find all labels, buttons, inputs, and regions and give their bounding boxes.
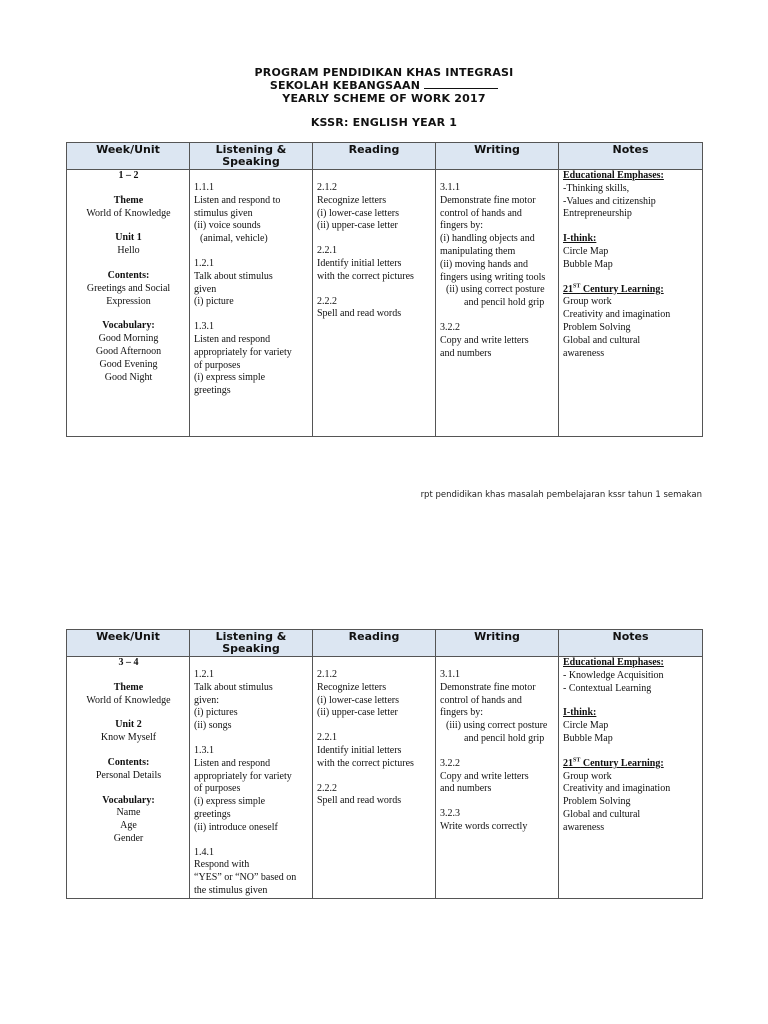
standard-text: (i) picture bbox=[194, 296, 234, 308]
i-think-item: Circle Map bbox=[563, 720, 609, 732]
standard-text: fingers using writing tools bbox=[440, 271, 546, 283]
week-range: 1 – 2 bbox=[118, 170, 139, 181]
col-notes: Notes bbox=[559, 143, 703, 170]
standard-text: stimulus given bbox=[194, 207, 253, 219]
century-suffix: ST bbox=[573, 757, 581, 764]
standard-text: Recognize letters bbox=[317, 681, 387, 693]
vocabulary-item: Good Afternoon bbox=[95, 345, 162, 357]
standard-text: (ii) moving hands and bbox=[440, 258, 529, 270]
reading-cell bbox=[313, 657, 436, 899]
col-writing: Writing bbox=[436, 143, 559, 170]
standard-text: and pencil hold grip bbox=[464, 732, 545, 744]
col-writing: Writing bbox=[436, 630, 559, 657]
standard-text: (ii) introduce oneself bbox=[194, 821, 278, 833]
table-row bbox=[67, 170, 703, 437]
standard-text: Listen and respond bbox=[194, 757, 271, 769]
standard-text: Talk about stimulus bbox=[194, 270, 273, 282]
standard-text: with the correct pictures bbox=[317, 757, 414, 769]
standard-code: 3.2.2 bbox=[440, 321, 460, 333]
standard-text: and numbers bbox=[440, 783, 492, 795]
standard-text: Write words correctly bbox=[440, 820, 528, 832]
col-reading: Reading bbox=[313, 143, 436, 170]
standard-code: 2.2.1 bbox=[317, 732, 337, 744]
century-title: Century Learning: bbox=[580, 757, 664, 769]
standard-text: manipulating them bbox=[440, 245, 516, 257]
scheme-table-1 bbox=[66, 142, 703, 437]
i-think-heading: I-think: bbox=[563, 707, 597, 719]
week-range: 3 – 4 bbox=[118, 657, 139, 668]
col-reading: Reading bbox=[313, 630, 436, 657]
standard-text: fingers by: bbox=[440, 707, 484, 719]
standard-code: 2.1.2 bbox=[317, 182, 337, 193]
school-name-blank bbox=[424, 79, 498, 89]
standard-code: 1.4.1 bbox=[194, 846, 214, 858]
col-listening-speaking: Listening & Speaking bbox=[190, 630, 313, 657]
contents-label: Contents: bbox=[107, 756, 150, 768]
century-learning-item: Creativity and imagination bbox=[563, 783, 671, 795]
standard-text: (i) express simple bbox=[194, 372, 266, 384]
vocabulary-item: Good Night bbox=[104, 371, 153, 383]
standard-code: 2.2.1 bbox=[317, 245, 337, 257]
theme-value: World of Knowledge bbox=[86, 207, 171, 219]
standard-text: and numbers bbox=[440, 347, 492, 359]
i-think-item: Circle Map bbox=[563, 245, 609, 257]
century-learning-item: awareness bbox=[563, 821, 605, 833]
table-header-row bbox=[67, 143, 703, 170]
table-header-row bbox=[67, 630, 703, 657]
standard-text: Spell and read words bbox=[317, 795, 402, 807]
standard-text: Respond with bbox=[194, 859, 250, 871]
contents-value: Greetings and Social bbox=[86, 282, 171, 294]
reading-cell bbox=[313, 170, 436, 437]
standard-text: (ii) using correct posture bbox=[446, 284, 545, 296]
standard-code: 3.1.1 bbox=[440, 669, 460, 680]
standard-code: 1.1.1 bbox=[194, 182, 214, 193]
standard-text: greetings bbox=[194, 385, 231, 397]
notes-cell bbox=[559, 170, 703, 437]
standard-code: 1.2.1 bbox=[194, 669, 214, 680]
i-think-item: Bubble Map bbox=[563, 258, 613, 270]
standard-text: Identify initial letters bbox=[317, 744, 402, 756]
table-row bbox=[67, 657, 703, 899]
contents-value: Expression bbox=[106, 295, 151, 307]
theme-label: Theme bbox=[113, 194, 144, 206]
educational-emphasis: Entrepreneurship bbox=[563, 208, 632, 220]
standard-code: 2.2.2 bbox=[317, 782, 337, 794]
standard-text: fingers by: bbox=[440, 220, 484, 232]
standard-text: Copy and write letters bbox=[440, 334, 529, 346]
standard-text: Identify initial letters bbox=[317, 257, 402, 269]
standard-text: (i) express simple bbox=[194, 796, 266, 808]
standard-text: (iii) using correct posture bbox=[446, 720, 548, 732]
standard-text: and pencil hold grip bbox=[464, 297, 545, 309]
header-subtitle: KSSR: ENGLISH YEAR 1 bbox=[310, 116, 458, 129]
standard-text: Listen and respond bbox=[194, 333, 271, 345]
century-learning-item: Group work bbox=[563, 296, 612, 308]
standard-text: (i) lower-case letters bbox=[317, 207, 399, 219]
vocabulary-item: Gender bbox=[113, 832, 144, 844]
century-learning-item: Group work bbox=[563, 770, 612, 782]
century-number: 21 bbox=[563, 757, 573, 769]
standard-text: (i) lower-case letters bbox=[317, 694, 399, 706]
week-unit-cell bbox=[67, 657, 190, 899]
educational-emphasis: - Knowledge Acquisition bbox=[563, 669, 664, 681]
week-unit-cell bbox=[67, 170, 190, 437]
standard-text: Demonstrate fine motor bbox=[440, 681, 536, 693]
header-school bbox=[0, 79, 768, 92]
vocabulary-label: Vocabulary: bbox=[102, 794, 155, 806]
standard-code: 2.2.2 bbox=[317, 295, 337, 307]
standard-text: appropriately for variety bbox=[194, 346, 292, 358]
educational-emphasis: -Values and citizenship bbox=[563, 195, 656, 207]
header-title: YEARLY SCHEME OF WORK 2017 bbox=[282, 92, 486, 105]
standard-text: Listen and respond to bbox=[194, 194, 281, 206]
standard-code: 3.1.1 bbox=[440, 182, 460, 193]
standard-text: (i) pictures bbox=[194, 707, 238, 719]
header-program: PROGRAM PENDIDIKAN KHAS INTEGRASI bbox=[254, 66, 514, 79]
standard-code: 3.2.2 bbox=[440, 757, 460, 769]
standard-text: appropriately for variety bbox=[194, 770, 292, 782]
standard-code: 1.3.1 bbox=[194, 744, 214, 756]
standard-text: greetings bbox=[194, 808, 231, 820]
standard-text: “YES” or “NO” based on bbox=[194, 872, 297, 884]
standard-text: given bbox=[194, 283, 217, 295]
notes-cell bbox=[559, 657, 703, 899]
vocabulary-label: Vocabulary: bbox=[102, 320, 155, 332]
educational-emphases-heading: Educational Emphases: bbox=[563, 170, 664, 181]
standard-text: (ii) upper-case letter bbox=[317, 707, 398, 719]
standard-code: 3.2.3 bbox=[440, 808, 460, 820]
unit-label: Unit 2 bbox=[115, 719, 142, 731]
century-title: Century Learning: bbox=[580, 283, 664, 295]
standard-text: (ii) voice sounds bbox=[194, 220, 261, 232]
vocabulary-item: Name bbox=[116, 807, 141, 819]
listening-cell bbox=[190, 170, 313, 437]
standard-text: (ii) upper-case letter bbox=[317, 220, 398, 232]
standard-code: 1.2.1 bbox=[194, 257, 214, 269]
unit-value: Hello bbox=[117, 245, 140, 257]
vocabulary-item: Good Evening bbox=[99, 358, 158, 370]
col-notes: Notes bbox=[559, 630, 703, 657]
contents-label: Contents: bbox=[107, 269, 150, 281]
standard-text: (animal, vehicle) bbox=[200, 233, 268, 245]
standard-code: 1.3.1 bbox=[194, 321, 214, 333]
standard-text: (ii) songs bbox=[194, 720, 232, 732]
century-learning-item: awareness bbox=[563, 347, 605, 359]
standard-code: 2.1.2 bbox=[317, 669, 337, 680]
century-learning-item: Problem Solving bbox=[563, 796, 631, 808]
unit-value: Know Myself bbox=[100, 732, 157, 744]
century-learning-heading bbox=[563, 284, 699, 297]
standard-text: the stimulus given bbox=[194, 884, 268, 896]
contents-value: Personal Details bbox=[95, 769, 162, 781]
century-number: 21 bbox=[563, 283, 573, 295]
standard-text: of purposes bbox=[194, 359, 241, 371]
standard-text: control of hands and bbox=[440, 694, 522, 706]
century-learning-item: Problem Solving bbox=[563, 321, 631, 333]
standard-text: with the correct pictures bbox=[317, 270, 414, 282]
i-think-heading: I-think: bbox=[563, 233, 597, 245]
educational-emphasis: - Contextual Learning bbox=[563, 682, 652, 694]
school-name: SEKOLAH KEBANGSAAN bbox=[269, 79, 421, 92]
i-think-item: Bubble Map bbox=[563, 732, 613, 744]
standard-text: Talk about stimulus bbox=[194, 681, 273, 693]
writing-cell bbox=[436, 170, 559, 437]
document-caption: rpt pendidikan khas masalah pembelajaran kssr tahun 1 semakan bbox=[420, 490, 702, 500]
century-suffix: ST bbox=[573, 283, 581, 290]
vocabulary-item: Good Morning bbox=[98, 333, 159, 345]
listening-cell bbox=[190, 657, 313, 899]
standard-text: Recognize letters bbox=[317, 194, 387, 206]
century-learning-item: Global and cultural bbox=[563, 808, 641, 820]
century-learning-item: Global and cultural bbox=[563, 334, 641, 346]
standard-text: Demonstrate fine motor bbox=[440, 194, 536, 206]
theme-value: World of Knowledge bbox=[86, 694, 171, 706]
century-learning-heading bbox=[563, 758, 699, 771]
standard-text: given: bbox=[194, 694, 219, 706]
standard-text: Spell and read words bbox=[317, 308, 402, 320]
unit-label: Unit 1 bbox=[115, 232, 142, 244]
col-week-unit: Week/Unit bbox=[67, 630, 190, 657]
century-learning-item: Creativity and imagination bbox=[563, 309, 671, 321]
standard-text: control of hands and bbox=[440, 207, 522, 219]
theme-label: Theme bbox=[113, 681, 144, 693]
educational-emphasis: -Thinking skills, bbox=[563, 182, 630, 194]
col-listening-speaking: Listening & Speaking bbox=[190, 143, 313, 170]
col-week-unit: Week/Unit bbox=[67, 143, 190, 170]
educational-emphases-heading: Educational Emphases: bbox=[563, 657, 664, 668]
writing-cell bbox=[436, 657, 559, 899]
standard-text: (i) handling objects and bbox=[440, 233, 535, 245]
scheme-table-2 bbox=[66, 629, 703, 899]
standard-text: Copy and write letters bbox=[440, 770, 529, 782]
vocabulary-item: Age bbox=[120, 820, 137, 832]
standard-text: of purposes bbox=[194, 783, 241, 795]
